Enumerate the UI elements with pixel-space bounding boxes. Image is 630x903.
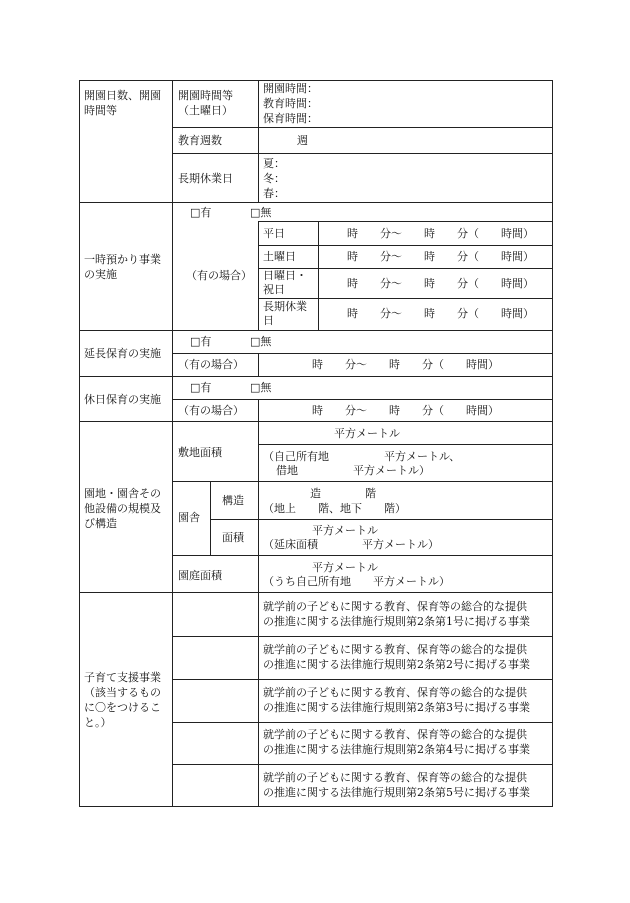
site-lease-line: 借地 平方メートル） bbox=[276, 464, 430, 477]
sat-label-1: 開園時間等 bbox=[178, 89, 233, 102]
temp-label-2: の実施 bbox=[84, 268, 117, 281]
temp-case-label: （有の場合） bbox=[186, 269, 252, 282]
floor-area-unit: 平方メートル bbox=[312, 524, 378, 537]
weeks-unit: 週 bbox=[297, 134, 308, 147]
vacation-label: 長期休業日 bbox=[178, 172, 233, 185]
border-bottom bbox=[79, 806, 553, 807]
col-hol bbox=[258, 399, 259, 421]
support-item-1-line1: 就学前の子どもに関する教育、保育等の総合的な提供 bbox=[263, 600, 527, 613]
extended-label: 延長保育の実施 bbox=[84, 347, 161, 360]
floor-area-label: 面積 bbox=[222, 531, 244, 544]
support-item-4-line2: の推進に関する法律施行規則第2条第4号に掲げる事業 bbox=[263, 743, 530, 756]
support-item-3-line2: の推進に関する法律施行規則第2条第3号に掲げる事業 bbox=[263, 701, 530, 714]
row-temp-1 bbox=[258, 245, 553, 246]
row-yard-top bbox=[172, 555, 553, 556]
floor-total-line: （延床面積 平方メートル） bbox=[263, 538, 439, 551]
holiday-case-label: （有の場合） bbox=[178, 404, 244, 417]
vacation-winter: 冬： bbox=[263, 172, 285, 185]
border-right bbox=[552, 80, 553, 806]
divider-temp bbox=[79, 202, 553, 203]
support-item-5-line2: の推進に関する法律施行規則第2条第5号に掲げる事業 bbox=[263, 786, 530, 799]
support-mark-cell-3[interactable] bbox=[173, 680, 258, 722]
support-label-3: に〇をつけるこ bbox=[84, 701, 161, 714]
row-temp-yesno bbox=[258, 221, 553, 222]
col-ext bbox=[258, 353, 259, 376]
divider-support bbox=[79, 592, 553, 593]
weeks-label: 教育週数 bbox=[178, 134, 222, 147]
row-site-mid bbox=[258, 444, 553, 445]
temp-day-sunday-1: 日曜日・ bbox=[263, 269, 307, 282]
holiday-label: 休日保育の実施 bbox=[84, 393, 161, 406]
support-mark-cell-4[interactable] bbox=[173, 723, 258, 764]
temp-time-vacation: 時 分～ 時 分（ 時間） bbox=[347, 307, 534, 320]
site-area-unit: 平方メートル bbox=[334, 427, 400, 440]
support-item-2-line1: 就学前の子どもに関する教育、保育等の総合的な提供 bbox=[263, 643, 527, 656]
row-building-top bbox=[172, 481, 553, 482]
divider-facility bbox=[79, 421, 553, 422]
col-sec1 bbox=[258, 80, 259, 202]
structure-line-2: （地上 階、地下 階） bbox=[263, 502, 406, 515]
holiday-time: 時 分～ 時 分（ 時間） bbox=[312, 404, 499, 417]
support-item-3-line1: 就学前の子どもに関する教育、保育等の総合的な提供 bbox=[263, 686, 527, 699]
care-time-label: 保育時間： bbox=[263, 112, 318, 125]
facility-label-1: 園地・園舎その bbox=[84, 487, 161, 500]
temp-day-vacation-1: 長期休業 bbox=[263, 300, 307, 313]
col-temp-case bbox=[258, 221, 259, 330]
temp-time-sunday: 時 分～ 時 分（ 時間） bbox=[347, 277, 534, 290]
support-item-2-line2: の推進に関する法律施行規則第2条第2号に掲げる事業 bbox=[263, 658, 530, 671]
open-time-label: 開園時間： bbox=[263, 82, 318, 95]
support-mark-cell-1[interactable] bbox=[173, 593, 258, 636]
hours-label-2: 時間等 bbox=[84, 104, 117, 117]
support-label-4: と。） bbox=[84, 716, 112, 729]
divider-extended bbox=[79, 330, 553, 331]
hours-label-1: 開園日数、開園 bbox=[84, 89, 161, 102]
structure-label: 構造 bbox=[222, 494, 244, 507]
row-building-mid bbox=[210, 519, 553, 520]
temp-day-sunday-2: 祝日 bbox=[263, 283, 285, 296]
support-mark-cell-5[interactable] bbox=[173, 765, 258, 806]
extended-case-label: （有の場合） bbox=[178, 358, 244, 371]
temp-day-vacation-2: 日 bbox=[263, 314, 274, 327]
extended-no-checkbox[interactable]: □無 bbox=[250, 335, 272, 348]
extended-time: 時 分～ 時 分（ 時間） bbox=[312, 358, 499, 371]
yard-own-line: （うち自己所有地 平方メートル） bbox=[263, 575, 450, 588]
site-area-label: 敷地面積 bbox=[178, 446, 222, 459]
edu-time-label: 教育時間： bbox=[263, 97, 318, 110]
temp-time-saturday: 時 分～ 時 分（ 時間） bbox=[347, 250, 534, 263]
row-weeks-bottom bbox=[172, 153, 553, 154]
support-item-4-line1: 就学前の子どもに関する教育、保育等の総合的な提供 bbox=[263, 728, 527, 741]
yard-area-unit: 平方メートル bbox=[312, 561, 378, 574]
col-fac bbox=[258, 421, 259, 592]
site-own-line: （自己所有地 平方メートル、 bbox=[263, 450, 461, 463]
yard-area-label: 園庭面積 bbox=[178, 569, 222, 582]
row-weeks-top bbox=[172, 127, 553, 128]
row-ext-mid bbox=[172, 353, 553, 354]
support-item-1-line2: の推進に関する法律施行規則第2条第1号に掲げる事業 bbox=[263, 615, 530, 628]
facility-label-2: 他設備の規模及 bbox=[84, 502, 161, 515]
sat-label-2: （土曜日） bbox=[178, 104, 233, 117]
support-label-2: （該当するもの bbox=[84, 686, 161, 699]
structure-line-1: 造 階 bbox=[310, 487, 376, 500]
temp-day-saturday: 土曜日 bbox=[263, 250, 296, 263]
holiday-yes-checkbox[interactable]: □有 bbox=[190, 381, 212, 394]
col-support bbox=[258, 592, 259, 806]
col-building bbox=[210, 481, 211, 555]
building-label: 園舎 bbox=[178, 511, 200, 524]
temp-label-1: 一時預かり事業 bbox=[84, 253, 161, 266]
row-hol-mid bbox=[172, 399, 553, 400]
temp-day-weekday: 平日 bbox=[263, 227, 285, 240]
vacation-spring: 春： bbox=[263, 187, 285, 200]
divider-holiday bbox=[79, 376, 553, 377]
facility-label-3: び構造 bbox=[84, 517, 117, 530]
support-mark-cell-2[interactable] bbox=[173, 637, 258, 679]
col-temp-days bbox=[318, 221, 319, 330]
vacation-summer: 夏： bbox=[263, 157, 285, 170]
temp-yes-checkbox[interactable]: □有 bbox=[190, 206, 212, 219]
temp-time-weekday: 時 分～ 時 分（ 時間） bbox=[347, 227, 534, 240]
holiday-no-checkbox[interactable]: □無 bbox=[250, 381, 272, 394]
extended-yes-checkbox[interactable]: □有 bbox=[190, 335, 212, 348]
border-left bbox=[79, 80, 80, 806]
support-item-5-line1: 就学前の子どもに関する教育、保育等の総合的な提供 bbox=[263, 771, 527, 784]
support-label-1: 子育て支援事業 bbox=[84, 671, 161, 684]
temp-no-checkbox[interactable]: □無 bbox=[250, 206, 272, 219]
